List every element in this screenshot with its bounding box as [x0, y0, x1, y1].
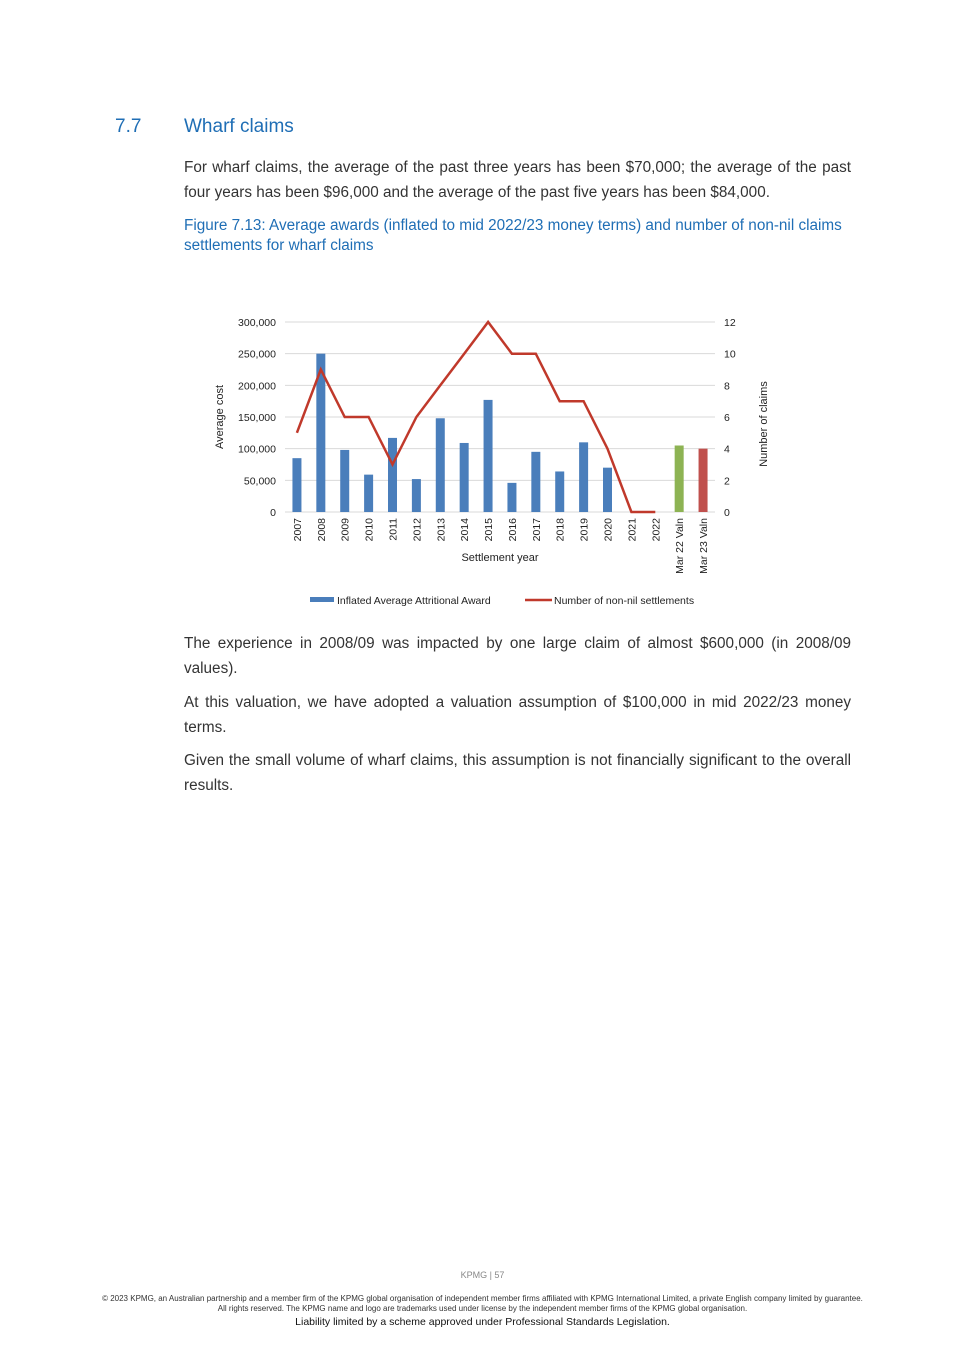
- y-tick-label: 0: [270, 507, 276, 519]
- x-tick-label: 2014: [459, 518, 472, 542]
- assumption-paragraph: At this valuation, we have adopted a valuation assumption of $100,000 in mid 2022/23 money terms.: [184, 694, 851, 736]
- bar-2012: [412, 479, 421, 512]
- section-title: Wharf claims: [184, 116, 294, 137]
- legend-swatch-bars: [310, 597, 334, 602]
- liability-notice: Liability limited by a scheme approved under Professional Standards Legislation.: [295, 1316, 670, 1328]
- y2-tick-label: 0: [724, 507, 730, 519]
- x-tick-label: 2020: [602, 518, 615, 542]
- x-tick-label: Mar 22 Valn: [674, 518, 687, 574]
- x-tick-label: 2009: [339, 518, 352, 542]
- bar-2018: [555, 471, 564, 512]
- x-tick-label: 2018: [554, 518, 567, 542]
- y2-tick-label: 4: [724, 443, 730, 456]
- x-tick-label: Mar 23 Valn: [698, 518, 711, 574]
- x-tick-label: 2010: [363, 518, 376, 542]
- bar-2017: [531, 452, 540, 512]
- bar-2015: [484, 400, 493, 512]
- intro-paragraph: For wharf claims, the average of the past three years has been $70,000; the average of the past four years has been $96,000 and the average of the past five years has been $84,000.: [184, 159, 851, 201]
- y-tick-label: 150,000: [238, 412, 276, 424]
- x-tick-label: 2008: [315, 518, 328, 542]
- x-tick-label: 2022: [650, 518, 663, 542]
- bar-2011: [388, 438, 397, 512]
- page-number: KPMG | 57: [460, 1270, 505, 1280]
- y-tick-label: 250,000: [238, 348, 276, 361]
- experience-paragraph: The experience in 2008/09 was impacted by one large claim of almost $600,000 (in 2008/09 values).: [184, 635, 851, 677]
- bar-2010: [364, 475, 373, 512]
- bar-mar-22-valn: [675, 446, 684, 513]
- x-tick-label: 2017: [530, 518, 543, 542]
- significance-paragraph: Given the small volume of wharf claims, this assumption is not financially significant to the overall results.: [184, 752, 851, 794]
- y2-tick-label: 8: [724, 380, 730, 393]
- bar-2009: [340, 450, 349, 512]
- x-tick-label: 2007: [291, 518, 304, 542]
- y-tick-label: 300,000: [238, 317, 276, 329]
- x-axis-title: Settlement year: [461, 552, 539, 564]
- y-axis-title: Average cost: [214, 384, 226, 450]
- y-tick-label: 50,000: [243, 475, 276, 488]
- x-tick-label: 2015: [483, 518, 496, 542]
- legend-label-bars: Inflated Average Attritional Award: [337, 595, 491, 607]
- x-tick-label: 2021: [626, 518, 639, 542]
- legend-label-line: Number of non-nil settlements: [554, 595, 695, 607]
- bar-mar-23-valn: [699, 449, 708, 512]
- y2-tick-label: 10: [724, 348, 736, 361]
- legal-notice: © 2023 KPMG, an Australian partnership and a member firm of the KPMG global organisation of independent member firms affiliated with KPMG International Limited, a private English company limited by guarantee. All rights reserved. The KPMG name and logo are trademarks used under license by the independent member firms of the KPMG global organisation.: [102, 1294, 863, 1313]
- x-tick-label: 2011: [387, 518, 400, 541]
- bar-2014: [460, 443, 469, 512]
- bar-2016: [507, 483, 516, 512]
- bar-2013: [436, 418, 445, 512]
- x-tick-label: 2016: [506, 518, 519, 542]
- section-number: 7.7: [115, 116, 142, 137]
- bar-2007: [292, 458, 301, 512]
- y2-axis-title: Number of claims: [758, 381, 770, 467]
- bar-2020: [603, 468, 612, 512]
- bar-2019: [579, 442, 588, 512]
- x-tick-label: 2019: [578, 518, 591, 542]
- y-tick-label: 100,000: [238, 443, 276, 456]
- combo-chart: [200, 300, 780, 620]
- x-tick-label: 2013: [435, 518, 448, 542]
- x-tick-label: 2012: [411, 518, 424, 542]
- figure-caption: Figure 7.13: Average awards (inflated to mid 2022/23 money terms) and number of non-nil claims settlements for wharf claims: [184, 217, 842, 254]
- y2-tick-label: 2: [724, 475, 730, 488]
- y2-tick-label: 12: [724, 317, 736, 329]
- y-tick-label: 200,000: [238, 380, 276, 393]
- y2-tick-label: 6: [724, 412, 730, 424]
